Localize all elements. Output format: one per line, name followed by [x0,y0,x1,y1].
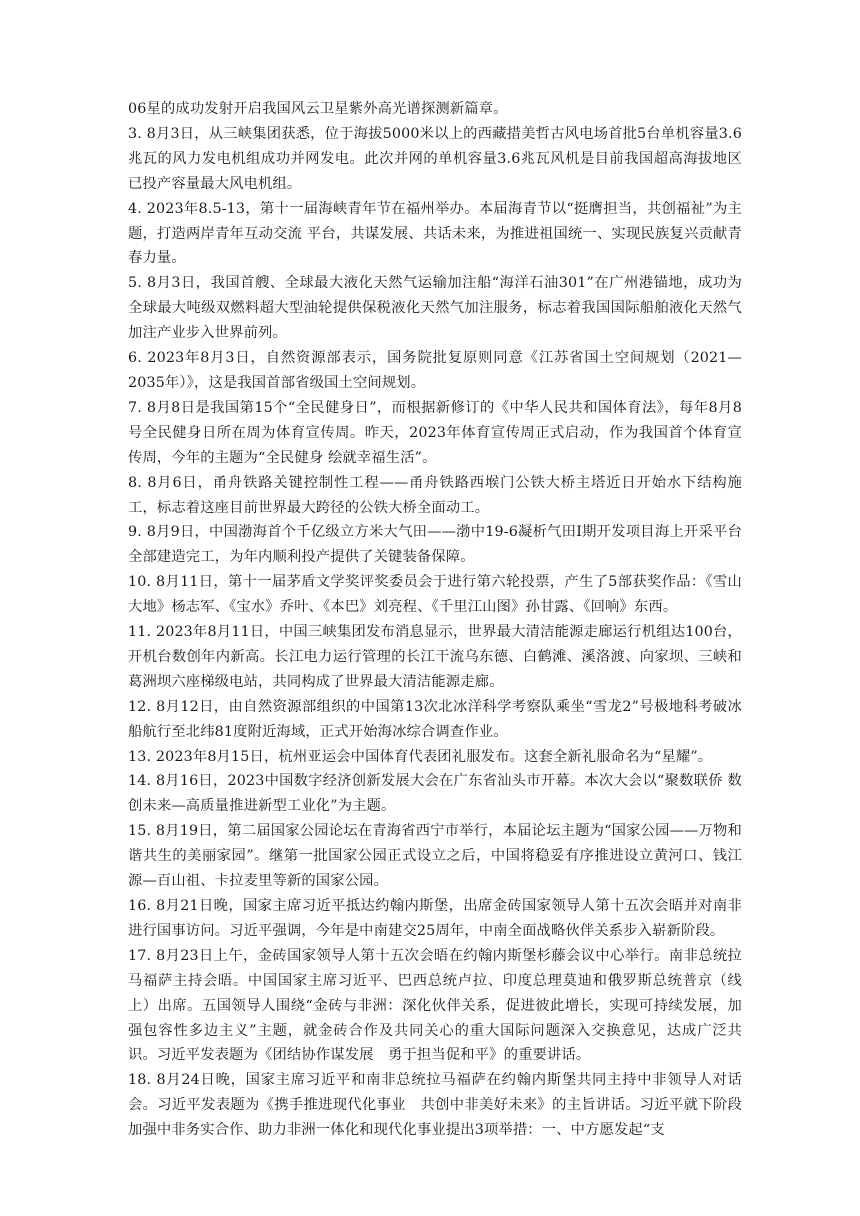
paragraph-item-5: 5. 8月3日，我国首艘、全球最大液化天然气运输加注船“海洋石油301”在广州港锚地，成功为全球最大吨级双燃料超大型油轮提供保税液化天然气加注服务，标志着我国国际船舶液化天然气加注产业步入世界前列。 [128,275,742,342]
paragraph-item-17: 17. 8月23日上午，金砖国家领导人第十五次会晤在约翰内斯堡杉藤会议中心举行。南非总统拉马福萨主持会晤。中国国家主席习近平、巴西总统卢拉、印度总理莫迪和俄罗斯总统普京（线上）出席。五国领导人围绕“金砖与非洲：深化伙伴关系，促进彼此增长，实现可持续发展，加强包容性多边主义”主题，就金砖合作及共同关心的重大国际问题深入交换意见，达成广泛共识。习近平发表题为《团结协作谋发展 勇于担当促和平》的重要讲话。 [128,947,742,1064]
paragraph-item-13: 13. 2023年8月15日，杭州亚运会中国体育代表团礼服发布。这套全新礼服命名为“星耀”。 [128,748,713,765]
paragraph-item-14: 14. 8月16日，2023中国数字经济创新发展大会在广东省汕头市开幕。本次大会以“聚数联侨 数创未来—高质量推进新型工业化”为主题。 [128,773,742,815]
paragraph-continuation: 06星的成功发射开启我国风云卫星紫外高光谱探测新篇章。 [128,101,508,117]
paragraph-item-11: 11. 2023年8月11日，中国三峡集团发布消息显示，世界最大清洁能源走廊运行机组达100台，开机台数创年内新高。长江电力运行管理的长江干流乌东德、白鹤滩、溪洛渡、向家坝、三峡和葛洲坝六座梯级电站，共同构成了世界最大清洁能源走廊。 [128,624,742,690]
paragraph-item-15: 15. 8月19日，第二届国家公园论坛在青海省西宁市举行，本届论坛主题为“国家公园——万物和谐共生的美丽家园”。继第一批国家公园正式设立之后，中国将稳妥有序推进设立黄河口、钱江源—百山祖、卡拉麦里等新的国家公园。 [128,823,742,890]
paragraph-item-8: 8. 8月6日，甬舟铁路关键控制性工程——甬舟铁路西堠门公铁大桥主塔近日开始水下结构施工，标志着这座目前世界最大跨径的公铁大桥全面动工。 [128,474,742,516]
document-body [128,97,742,1143]
paragraph-item-9: 9. 8月9日，中国渤海首个千亿级立方米大气田——渤中19-6凝析气田Ⅰ期开发项目海上开采平台全部建造完工，为年内顺利投产提供了关键装备保障。 [128,524,742,566]
paragraph-item-12: 12. 8月12日，由自然资源部组织的中国第13次北冰洋科学考察队乘坐“雪龙2”号极地科考破冰船航行至北纬81度附近海域，正式开始海冰综合调查作业。 [128,698,742,740]
paragraph-item-3: 3. 8月3日，从三峡集团获悉，位于海拔5000米以上的西藏措美哲古风电场首批5台单机容量3.6兆瓦的风力发电机组成功并网发电。此次并网的单机容量3.6兆瓦风机是目前我国超高海拔地区已投产容量最大风电机组。 [128,125,742,192]
paragraph-item-18: 18. 8月24日晚，国家主席习近平和南非总统拉马福萨在约翰内斯堡共同主持中非领导人对话会。习近平发表题为《携手推进现代化事业 共创中非美好未来》的主旨讲话。习近平就下阶段加强中非务实合作、助力非洲一体化和现代化事业提出3项举措：一、中方愿发起“支 [128,1072,742,1139]
paragraph-item-7: 7. 8月8日是我国第15个“全民健身日”，而根据新修订的《中华人民共和国体育法》，每年8月8号全民健身日所在周为体育宣传周。昨天，2023年体育宣传周正式启动，作为我国首个体育宣传周，今年的主题为“全民健身 绘就幸福生活”。 [128,399,742,466]
paragraph-item-10: 10. 8月11日，第十一届茅盾文学奖评奖委员会于进行第六轮投票，产生了5部获奖作品：《雪山大地》杨志军、《宝水》乔叶、《本巴》刘亮程、《千里江山图》孙甘露、《回响》东西。 [128,574,742,616]
paragraph-item-16: 16. 8月21日晚，国家主席习近平抵达约翰内斯堡，出席金砖国家领导人第十五次会晤并对南非进行国事访问。习近平强调，今年是中南建交25周年，中南全面战略伙伴关系步入崭新阶段。 [128,898,742,939]
paragraph-item-4: 4. 2023年8.5-13，第十一届海峡青年节在福州举办。本届海青节以“挺膺担当，共创福祉”为主题，打造两岸青年互动交流 平台，共谋发展、共话未来，为推进祖国统一、实现民族复兴贡献青春力量。 [128,200,742,267]
paragraph-item-6: 6. 2023年8月3日，自然资源部表示，国务院批复原则同意《江苏省国土空间规划（2021—2035年）》，这是我国首部省级国土空间规划。 [128,350,742,391]
